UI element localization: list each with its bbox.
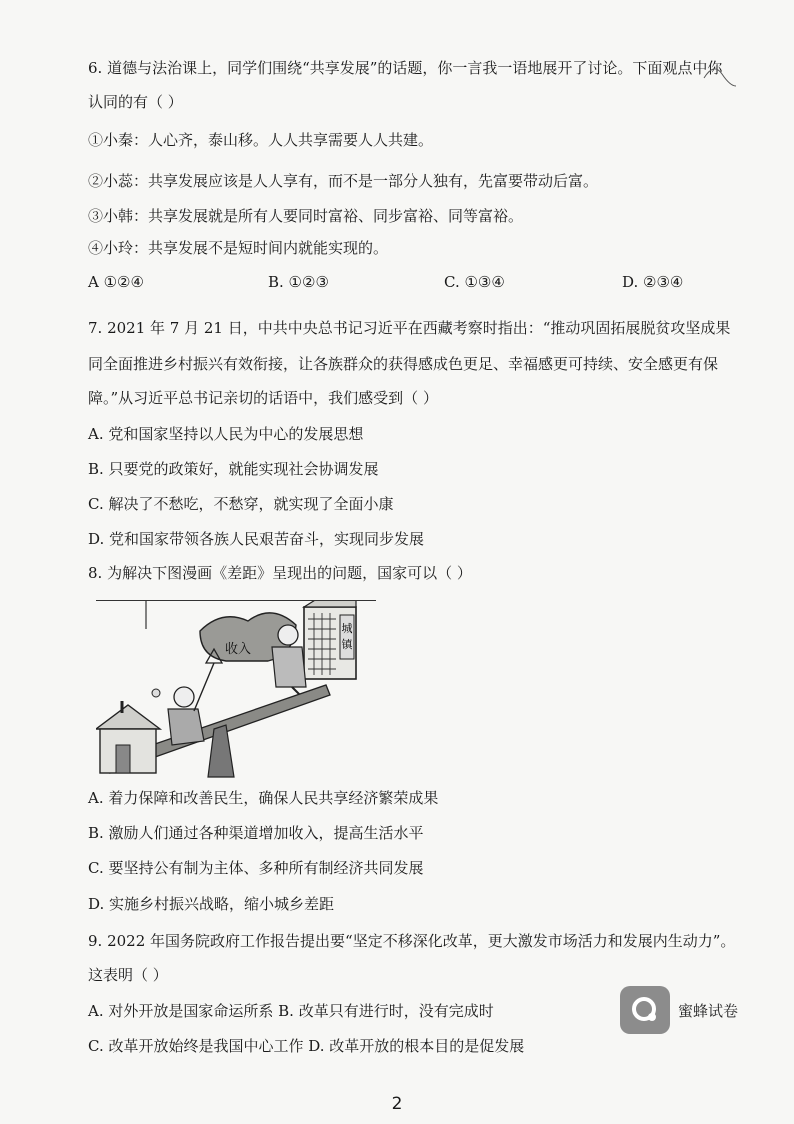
q8-option-b[interactable]: B. 激励人们通过各种渠道增加收入，提高生活水平 — [88, 824, 424, 842]
q6-option-a[interactable]: A ①②④ — [88, 273, 144, 291]
q9-stem-line-2: 这表明（ ） — [88, 966, 168, 984]
q6-statement-4: ④小玲：共享发展不是短时间内就能实现的。 — [88, 239, 389, 257]
q7-stem-line-3: 障。”从习近平总书记亲切的话语中，我们感受到（ ） — [88, 389, 438, 407]
q8-option-c[interactable]: C. 要坚持公有制为主体、多种所有制经济共同发展 — [88, 859, 424, 877]
q6-statement-2: ②小蕊：共享发展应该是人人享有，而不是一部分人独有，先富要带动后富。 — [88, 172, 599, 190]
q9-options-ab[interactable]: A. 对外开放是国家命运所系 B. 改革只有进行时，没有完成时 — [88, 1002, 494, 1020]
q9-options-cd[interactable]: C. 改革开放始终是我国中心工作 D. 改革开放的根本目的是促发展 — [88, 1037, 525, 1055]
q6-statement-3: ③小韩：共享发展就是所有人要同时富裕、同步富裕、同等富裕。 — [88, 207, 524, 225]
town-label-2: 镇 — [341, 638, 353, 651]
income-label: 收入 — [224, 642, 252, 657]
q7-option-c[interactable]: C. 解决了不愁吃，不愁穿，就实现了全面小康 — [88, 495, 394, 513]
q8-option-a[interactable]: A. 着力保障和改善民生，确保人民共享经济繁荣成果 — [88, 789, 439, 807]
q9-stem-line-1: 9. 2022 年国务院政府工作报告提出要“坚定不移深化改革，更大激发市场活力和发展内生动力”。 — [88, 932, 736, 950]
q6-option-c[interactable]: C. ①③④ — [444, 273, 505, 291]
q7-stem-line-2: 同全面推进乡村振兴有效衔接，让各族群众的获得感成色更足、幸福感更可持续、安全感更有保 — [88, 355, 719, 373]
q6-option-b[interactable]: B. ①②③ — [268, 273, 329, 291]
watermark-text: 蜜蜂试卷 — [678, 1002, 739, 1020]
q7-option-d[interactable]: D. 党和国家带领各族人民艰苦奋斗，实现同步发展 — [88, 530, 425, 548]
q8-option-d[interactable]: D. 实施乡村振兴战略，缩小城乡差距 — [88, 895, 335, 913]
q6-options — [88, 273, 708, 293]
mifeng-logo-icon — [620, 986, 670, 1034]
q8-stem: 8. 为解决下图漫画《差距》呈现出的问题，国家可以（ ） — [88, 564, 472, 582]
page-number: 2 — [391, 1094, 403, 1114]
scan-scribble — [700, 56, 740, 96]
q6-stem-line-2: 认同的有（ ） — [88, 93, 183, 111]
q6-option-d[interactable]: D. ②③④ — [622, 273, 684, 291]
q7-option-b[interactable]: B. 只要党的政策好，就能实现社会协调发展 — [88, 460, 379, 478]
q6-stem-line-1: 6. 道德与法治课上，同学们围绕“共享发展”的话题，你一言我一语地展开了讨论。下面观点中你 — [88, 59, 723, 77]
logo-q-shape — [630, 995, 660, 1025]
comic-drawing — [96, 601, 376, 779]
q7-option-a[interactable]: A. 党和国家坚持以人民为中心的发展思想 — [88, 425, 364, 443]
town-label-1: 城 — [341, 622, 353, 635]
q7-stem-line-1: 7. 2021 年 7 月 21 日，中共中央总书记习近平在西藏考察时指出：“推动巩固拓展脱贫攻坚成果 — [88, 319, 731, 337]
rural-house — [96, 701, 160, 773]
comic-gap-illustration — [96, 600, 376, 779]
q6-statement-1: ①小秦：人心齐，泰山移。人人共享需要人人共建。 — [88, 131, 434, 149]
